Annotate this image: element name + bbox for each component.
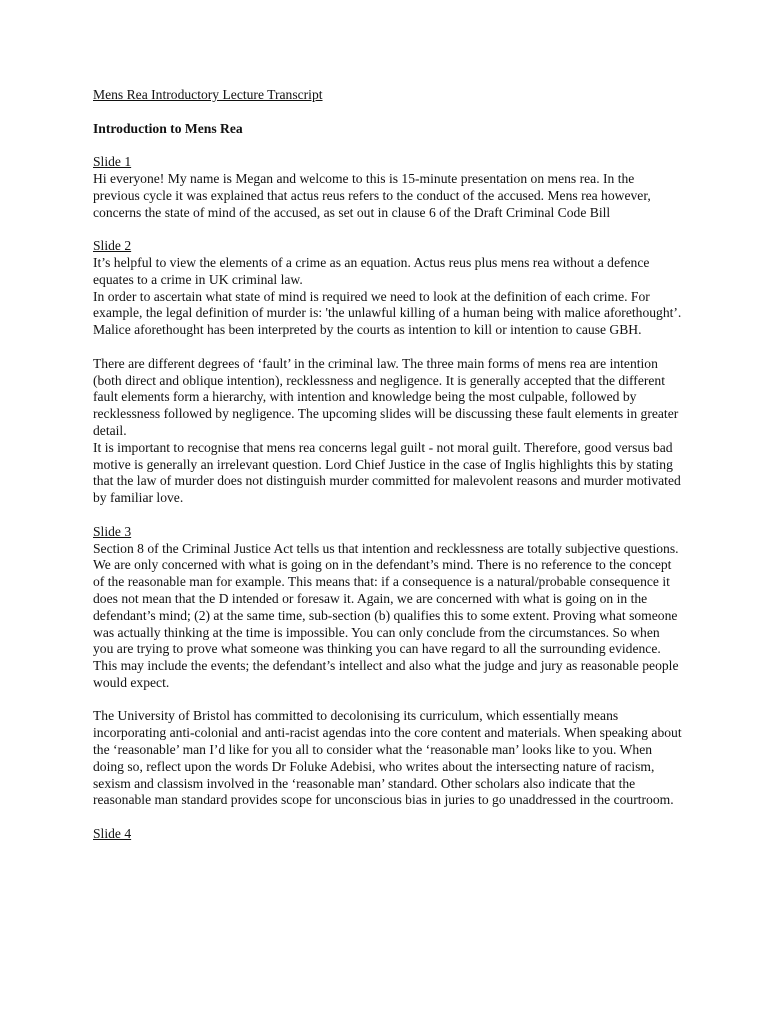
slide-1-label: Slide 1 xyxy=(93,154,132,170)
slide-2-section xyxy=(93,238,683,507)
document-title: Mens Rea Introductory Lecture Transcript xyxy=(93,87,323,102)
slide-2-label: Slide 2 xyxy=(93,238,132,254)
slide-4-label: Slide 4 xyxy=(93,826,132,842)
slide-1-section xyxy=(93,154,683,221)
slide-3-paragraph-2: The University of Bristol has committed to decolonising its curriculum, which essentially means incorporating anti-colonial and anti-racist agendas into the core content and materials. When speaking about the ‘reasonable’ man I’d like for you all to consider what the ‘reasonable man’ looks like to you. When doing so, reflect upon the words Dr Foluke Adebisi, who writes about the intersecting nature of racism, sexism and classism involved in the ‘reasonable man’ standard. Other scholars also indicate that the reasonable man standard provides scope for unconscious bias in juries to go unaddressed in the courtroom. xyxy=(93,708,682,808)
slide-2-paragraph-1: It’s helpful to view the elements of a crime as an equation. Actus reus plus mens rea without a defence equates to a crime in UK criminal law. xyxy=(93,254,650,287)
slide-1-paragraph-1: Hi everyone! My name is Megan and welcome to this is 15-minute presentation on mens rea. In the previous cycle it was explained that actus reus refers to the conduct of the accused. Mens rea however, concerns the state of mind of the accused, as set out in clause 6 of the Draft Criminal Code Bill xyxy=(93,170,651,220)
slide-2-paragraph-4: It is important to recognise that mens rea concerns legal guilt - not moral guilt. Therefore, good versus bad motive is generally an irrelevant question. Lord Chief Justice in the case of Inglis highlights this by stating that the law of murder does not distinguish murder committed for malevolent reasons and murder motivated by familiar love. xyxy=(93,439,681,506)
slide-4-section xyxy=(93,826,683,843)
document-page xyxy=(93,87,683,843)
slide-3-section xyxy=(93,524,683,810)
slide-2-paragraph-3: There are different degrees of ‘fault’ in the criminal law. The three main forms of mens rea are intention (both direct and oblique intention), recklessness and negligence. It is generally accepted that the different fault elements form a hierarchy, with intention and knowledge being the most culpable, followed by recklessness followed by negligence. The upcoming slides will be discussing these fault elements in greater detail. xyxy=(93,355,679,438)
slide-3-paragraph-1: Section 8 of the Criminal Justice Act tells us that intention and recklessness are totally subjective questions. We are only concerned with what is going on in the defendant’s mind. There is no reference to the concept of the reasonable man for example. This means that: if a consequence is a natural/probable consequence it does not mean that the D intended or foresaw it. Again, we are concerned with what is going on in the defendant’s mind; (2) at the same time, sub-section (b) qualifies this to some extent. Proving what someone was actually thinking at the time is impossible. You can only conclude from the circumstances. So when you are trying to prove what someone was thinking you can have regard to all the surrounding evidence. This may include the events; the defendant’s intellect and also what the judge and jury as reasonable people would expect. xyxy=(93,540,679,690)
slide-2-paragraph-2: In order to ascertain what state of mind is required we need to look at the definition of each crime. For example, the legal definition of murder is: 'the unlawful killing of a human being with malice aforethought’. Malice aforethought has been interpreted by the courts as intention to kill or intention to cause GBH. xyxy=(93,288,682,338)
document-heading: Introduction to Mens Rea xyxy=(93,120,243,136)
slide-3-label: Slide 3 xyxy=(93,523,132,539)
